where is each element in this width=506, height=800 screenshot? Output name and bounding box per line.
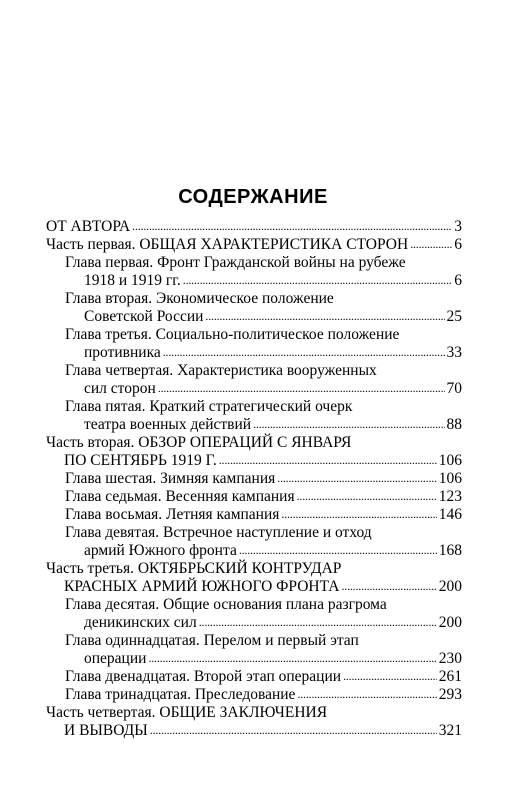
toc-line <box>46 290 462 308</box>
toc-part-entry <box>46 704 462 740</box>
toc-entry-title: КРАСНЫХ АРМИЙ ЮЖНОГО ФРОНТА <box>64 578 340 595</box>
dot-leader <box>410 235 452 253</box>
dot-leader <box>219 451 437 469</box>
dot-leader <box>158 379 445 397</box>
toc-line <box>46 650 462 668</box>
toc-chapter-entry <box>46 326 462 362</box>
toc-page-number: 321 <box>438 722 462 739</box>
dot-leader <box>150 721 437 739</box>
toc-entry-title: Глава девятая. Встречное наступление и отход <box>65 524 372 541</box>
toc-entry-title: Глава двенадцатая. Второй этап операции <box>65 668 342 685</box>
toc-line <box>46 272 462 290</box>
toc-line <box>46 218 462 236</box>
toc-page-number: 261 <box>438 668 462 685</box>
toc-page-number: 33 <box>446 344 462 361</box>
toc-entry-title: деникинских сил <box>84 614 197 631</box>
toc-chapter-entry <box>46 596 462 632</box>
toc-line <box>46 452 462 470</box>
toc-entry-title: 1918 и 1919 гг. <box>84 272 181 289</box>
toc-page-number: 293 <box>438 686 462 703</box>
toc-page-number: 106 <box>438 470 462 487</box>
toc-chapter-entry <box>46 506 462 524</box>
toc-line <box>46 542 462 560</box>
toc-chapter-entry <box>46 362 462 398</box>
toc-entry-title: армий Южного фронта <box>84 542 237 559</box>
dot-leader <box>239 541 437 559</box>
dot-leader <box>281 505 436 523</box>
dot-leader <box>132 217 452 235</box>
toc-entry-title: Часть третья. ОКТЯБРЬСКИЙ КОНТРУДАР <box>46 560 342 577</box>
table-of-contents <box>46 218 462 740</box>
toc-line <box>46 416 462 434</box>
toc-entry-title: Советской России <box>84 308 204 325</box>
toc-line <box>46 380 462 398</box>
toc-page-number: 6 <box>454 236 462 253</box>
toc-line <box>46 254 462 272</box>
toc-page-number: 230 <box>438 650 462 667</box>
toc-entry-title: Глава одиннадцатая. Перелом и первый этап <box>65 632 359 649</box>
toc-page-number: 106 <box>438 452 462 469</box>
toc-line <box>46 668 462 686</box>
toc-page-number: 123 <box>438 488 462 505</box>
toc-line <box>46 488 462 506</box>
toc-line <box>46 506 462 524</box>
toc-part-entry <box>46 218 462 236</box>
toc-entry-title: сил сторон <box>84 380 156 397</box>
dot-leader <box>199 613 437 631</box>
toc-page-number: 88 <box>446 416 462 433</box>
toc-entry-title: ПО СЕНТЯБРЬ 1919 Г. <box>64 452 217 469</box>
toc-entry-title: противника <box>84 344 161 361</box>
toc-part-entry <box>46 434 462 470</box>
toc-line <box>46 362 462 380</box>
toc-line <box>46 344 462 362</box>
toc-entry-title: Глава четвертая. Характеристика вооруженных <box>65 362 377 379</box>
toc-entry-title: Глава восьмая. Летняя кампания <box>65 506 280 523</box>
toc-entry-title: Часть вторая. ОБЗОР ОПЕРАЦИЙ С ЯНВАРЯ <box>46 434 352 451</box>
toc-page-number: 6 <box>454 272 462 289</box>
toc-line <box>46 632 462 650</box>
dot-leader <box>277 469 436 487</box>
toc-entry-title: Глава десятая. Общие основания плана разгрома <box>65 596 387 613</box>
toc-chapter-entry <box>46 668 462 686</box>
toc-line <box>46 560 462 578</box>
toc-line <box>46 434 462 452</box>
toc-page-number: 3 <box>454 218 462 235</box>
toc-line <box>46 326 462 344</box>
dot-leader <box>148 649 436 667</box>
toc-chapter-entry <box>46 686 462 704</box>
toc-line <box>46 722 462 740</box>
toc-entry-title: ОТ АВТОРА <box>46 218 131 235</box>
toc-chapter-entry <box>46 398 462 434</box>
toc-line <box>46 398 462 416</box>
toc-chapter-entry <box>46 488 462 506</box>
toc-line <box>46 578 462 596</box>
toc-page-number: 25 <box>446 308 462 325</box>
toc-line <box>46 470 462 488</box>
toc-entry-title: Глава третья. Социально-политическое положение <box>65 326 400 343</box>
toc-line <box>46 704 462 722</box>
toc-entry-title: Глава пятая. Краткий стратегический очерк <box>65 398 353 415</box>
toc-entry-title: театра военных действий <box>84 416 252 433</box>
toc-page-number: 70 <box>446 380 462 397</box>
toc-entry-title: Глава шестая. Зимняя кампания <box>65 470 276 487</box>
toc-chapter-entry <box>46 524 462 560</box>
toc-page-number: 168 <box>438 542 462 559</box>
toc-chapter-entry <box>46 254 462 290</box>
toc-line <box>46 686 462 704</box>
dot-leader <box>253 415 444 433</box>
toc-entry-title: Часть первая. ОБЩАЯ ХАРАКТЕРИСТИКА СТОРОН <box>46 236 409 253</box>
toc-line <box>46 308 462 326</box>
toc-page-number: 146 <box>438 506 462 523</box>
toc-page-number: 200 <box>438 614 462 631</box>
toc-part-entry <box>46 236 462 254</box>
dot-leader <box>341 577 436 595</box>
toc-page-number: 200 <box>438 578 462 595</box>
toc-chapter-entry <box>46 632 462 668</box>
toc-chapter-entry <box>46 290 462 326</box>
toc-part-entry <box>46 560 462 596</box>
dot-leader <box>205 307 444 325</box>
toc-chapter-entry <box>46 470 462 488</box>
toc-entry-title: Глава первая. Фронт Гражданской войны на рубеже <box>65 254 406 271</box>
dot-leader <box>343 667 437 685</box>
toc-entry-title: Глава тринадцатая. Преследование <box>65 686 296 703</box>
page-title: СОДЕРЖАНИЕ <box>178 186 328 208</box>
dot-leader <box>297 487 437 505</box>
toc-entry-title: операции <box>84 650 147 667</box>
toc-line <box>46 596 462 614</box>
dot-leader <box>297 685 436 703</box>
toc-line <box>46 614 462 632</box>
toc-line <box>46 524 462 542</box>
toc-entry-title: И ВЫВОДЫ <box>64 722 148 739</box>
toc-entry-title: Глава вторая. Экономическое положение <box>65 290 334 307</box>
dot-leader <box>183 271 452 289</box>
toc-entry-title: Часть четвертая. ОБЩИЕ ЗАКЛЮЧЕНИЯ <box>46 704 328 721</box>
toc-entry-title: Глава седьмая. Весенняя кампания <box>65 488 295 505</box>
toc-line <box>46 236 462 254</box>
dot-leader <box>163 343 445 361</box>
